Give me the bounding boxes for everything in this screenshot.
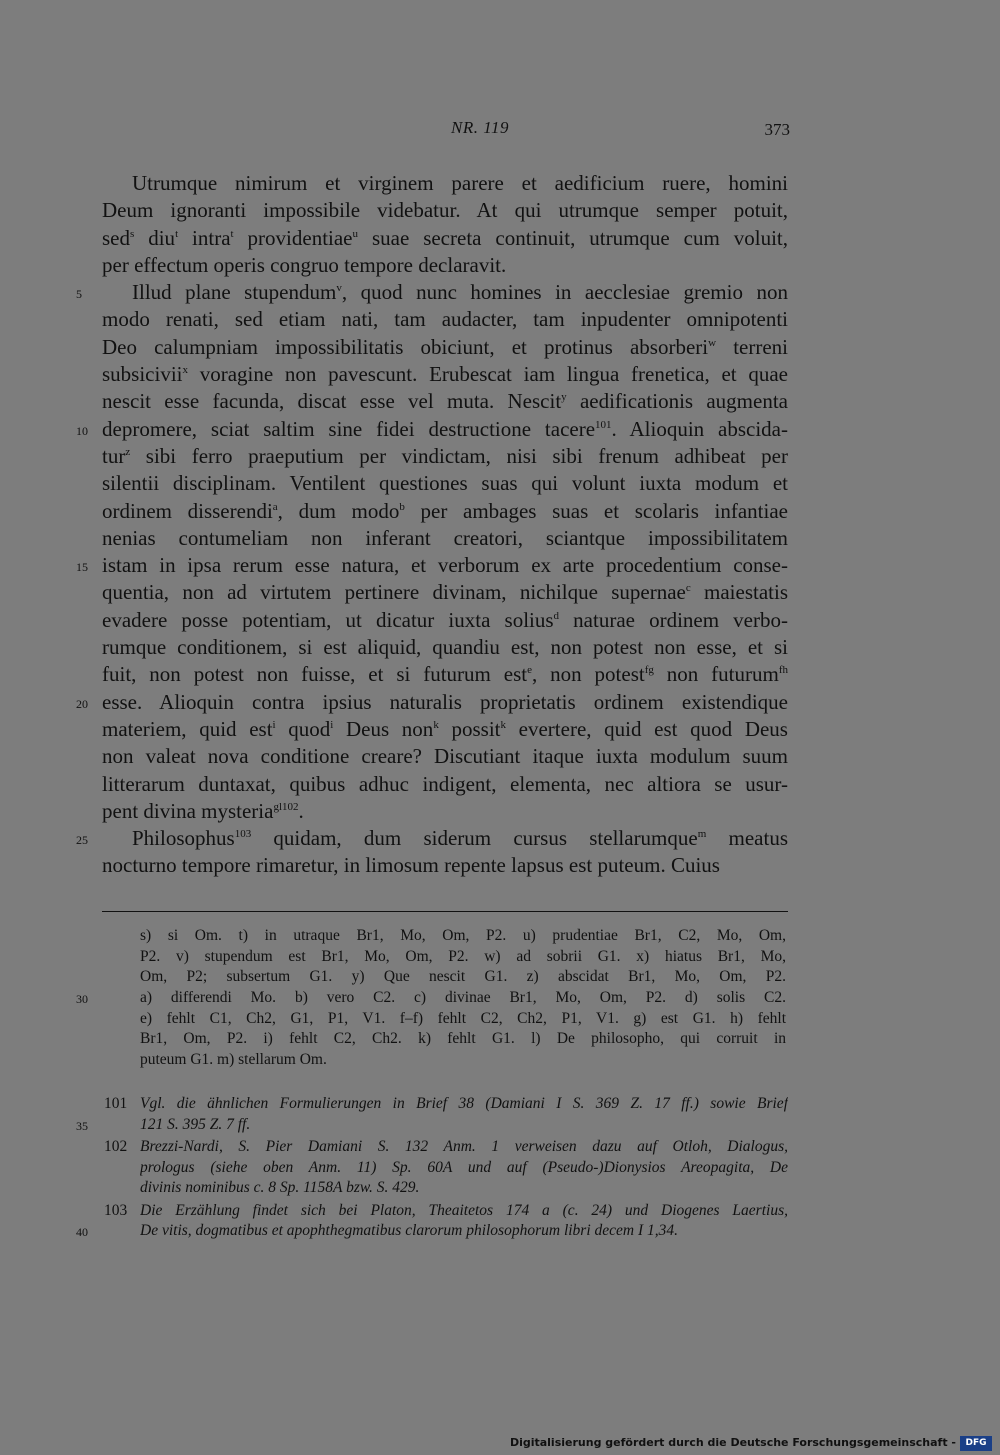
- body-text-run: Illud plane stupendum: [132, 280, 337, 305]
- body-line: [102, 771, 788, 798]
- body-line: [102, 798, 788, 825]
- body-line: [102, 525, 788, 552]
- body-text-run: , dum modo: [277, 498, 400, 523]
- body-line: [102, 716, 788, 743]
- body-line: [102, 607, 788, 634]
- body-text-run: pent divina mysteria: [102, 798, 274, 823]
- note-line: Vgl. die ähnlichen Formulierungen in Brief 38 (Damiani I S. 369 Z. 17 ff.) sowie Brief: [140, 1095, 788, 1112]
- commentary-notes: [104, 1094, 788, 1244]
- footnote-marker: v: [336, 282, 342, 295]
- body-text-run: materiem, quid est: [102, 716, 273, 741]
- critical-apparatus: [140, 926, 786, 1071]
- body-line: [102, 225, 788, 252]
- body-text-run: Deum ignoranti impossibile videbatur. At qui utrumque semper potuit,: [102, 198, 788, 223]
- body-text-run: voragine non pavescunt. Erubescat iam lingua frenetica, et quae: [188, 362, 788, 387]
- body-line: [102, 334, 788, 361]
- note-line: Die Erzählung findet sich bei Platon, Theaitetos 174 a (c. 24) und Diogenes Laertius,: [140, 1201, 788, 1219]
- body-text-run: , quod nunc homines in aecclesiae gremio non: [341, 280, 788, 305]
- footnote-marker: k: [433, 718, 439, 731]
- body-text-run: Deus non: [333, 716, 434, 741]
- line-number: 5: [76, 287, 82, 302]
- footnote-marker: c: [685, 582, 691, 595]
- body-text-run: modo renati, sed etiam nati, tam audacter, tam inpudenter omnipotenti: [102, 307, 788, 332]
- note-line: prologus (siehe oben Anm. 11) Sp. 60A und auf (Pseudo-)Dionysios Areopagita, De: [140, 1158, 788, 1176]
- apparatus-line: P2. v) stupendum est Br1, Mo, Om, P2. w) ad sobrii G1. x) hiatus Br1, Mo,: [140, 947, 786, 965]
- apparatus-line: e) fehlt C1, Ch2, G1, P1, V1. f–f) fehlt C2, Ch2, P1, V1. g) est G1. h) fehlt: [140, 1009, 786, 1027]
- dfg-logo: DFG: [960, 1436, 992, 1451]
- note-text: [140, 1201, 788, 1242]
- note-line: divinis nominibus c. 8 Sp. 1158A bzw. S. 429.: [140, 1179, 420, 1196]
- footnote-marker: i: [330, 718, 334, 731]
- footnote-marker: z: [125, 445, 131, 458]
- body-text-run: fuit, non potest non fuisse, et si futurum est: [102, 662, 528, 687]
- body-text-run: quentia, non ad virtutem pertinere divinam, nichilque supernae: [102, 580, 686, 605]
- body-text-run: istam in ipsa rerum esse natura, et verborum ex arte procedentium conse-: [102, 553, 788, 578]
- footnote-marker: a: [272, 500, 278, 513]
- body-line: [102, 852, 788, 879]
- body-line: [102, 306, 788, 333]
- body-text-run: suae secreta continuit, utrumque cum voluit,: [358, 225, 788, 250]
- footnote-rule-right: [392, 911, 788, 912]
- note-number: 102: [104, 1138, 128, 1155]
- footnote-marker: y: [561, 391, 567, 404]
- body-text-run: sibi ferro praeputium per vindictam, nisi sibi frenum adhibeat per: [130, 443, 788, 468]
- footnote-marker: fh: [778, 664, 788, 677]
- note-number: 101: [104, 1095, 128, 1112]
- footnote-marker: 103: [234, 828, 252, 841]
- apparatus-line: s) si Om. t) in utraque Br1, Mo, Om, P2. u) prudentiae Br1, C2, Mo, Om,: [140, 927, 786, 944]
- body-line: [102, 634, 788, 661]
- note-line: Brezzi-Nardi, S. Pier Damiani S. 132 Anm. 1 verweisen dazu auf Otloh, Dialogus,: [140, 1138, 788, 1155]
- page-number: 373: [764, 120, 790, 139]
- body-text-run: maiestatis: [690, 580, 788, 605]
- footnote-marker: d: [553, 609, 560, 622]
- body-text-run: evertere, quid est quod Deus: [506, 716, 788, 741]
- body-text-run: possit: [438, 716, 501, 741]
- body-line: [102, 170, 788, 197]
- commentary-note: [104, 1094, 788, 1135]
- body-line: [102, 388, 788, 415]
- body-text-run: nescit esse facunda, discat esse vel muta. Nescit: [102, 389, 562, 414]
- body-line: [102, 552, 788, 579]
- body-text-run: Philosophus: [132, 826, 235, 851]
- body-text-run: subsicivii: [102, 362, 183, 387]
- body-line: [102, 361, 788, 388]
- body-text-run: evadere posse potentiam, ut dicatur iuxta solius: [102, 607, 554, 632]
- body-line: [102, 825, 788, 852]
- body-line: [102, 470, 788, 497]
- body-text-run: providentiae: [233, 225, 353, 250]
- apparatus-line: a) differendi Mo. b) vero C2. c) divinae Br1, Mo, Om, P2. d) solis C2.: [140, 989, 786, 1007]
- body-text-run: non valeat nova conditione creare? Discutiant itaque iuxta modulum suum: [102, 744, 788, 769]
- body-text: [102, 170, 788, 880]
- body-text-run: . Alioquin abscida-: [611, 416, 788, 441]
- page-header-title: NR. 119: [451, 118, 509, 137]
- commentary-note: [104, 1201, 788, 1242]
- line-number: 10: [76, 423, 88, 438]
- body-line: [102, 498, 788, 525]
- note-line: 121 S. 395 Z. 7 ff.: [140, 1115, 251, 1133]
- footnote-marker: 101: [595, 418, 612, 431]
- footnote-marker: x: [182, 364, 189, 377]
- line-number: 40: [76, 1225, 88, 1239]
- body-text-run: per effectum operis congruo tempore declaravit.: [102, 252, 507, 277]
- body-text-run: silentii disciplinam. Ventilent questiones suas qui volunt iuxta modum et: [102, 471, 788, 496]
- line-number: 30: [76, 992, 88, 1007]
- body-text-run: , non potest: [532, 662, 645, 687]
- footnote-marker: gl102: [273, 800, 299, 813]
- body-line: [102, 197, 788, 224]
- body-line: [102, 443, 788, 470]
- body-line: [102, 689, 788, 716]
- note-line: De vitis, dogmatibus et apophthegmatibus clarorum philosophorum libri decem I 1,34.: [140, 1222, 679, 1239]
- body-line: [102, 416, 788, 443]
- body-text-run: nenias contumeliam non inferant creatori, sciantque impossibilitatem: [102, 525, 788, 550]
- footnote-marker: k: [500, 718, 506, 731]
- footnote-marker: t: [230, 227, 234, 240]
- note-number: 103: [104, 1201, 128, 1219]
- body-text-run: intra: [178, 225, 231, 250]
- footnote-marker: t: [175, 227, 179, 240]
- body-text-run: meatus: [706, 826, 788, 851]
- body-text-run: non futurum: [653, 662, 779, 687]
- footnote-marker: e: [527, 664, 532, 677]
- body-line: [102, 661, 788, 688]
- footnote-marker: s: [130, 227, 135, 240]
- body-text-run: litterarum duntaxat, quibus adhuc indigent, elementa, nec altiora se usur-: [102, 771, 788, 796]
- footnote-marker: fg: [644, 664, 654, 677]
- line-number: 35: [76, 1118, 88, 1133]
- body-text-run: quidam, dum siderum cursus stellarumque: [251, 826, 698, 851]
- body-text-run: sed: [102, 225, 130, 250]
- body-text-run: naturae ordinem verbo-: [559, 607, 788, 632]
- body-text-run: per ambages suas et scolaris infantiae: [404, 498, 788, 523]
- line-number: 20: [76, 696, 88, 711]
- footnote-rule: [102, 911, 392, 912]
- body-text-run: depromere, sciat saltim sine fidei destructione tacere: [102, 416, 596, 441]
- body-line: [102, 743, 788, 770]
- apparatus-line: Br1, Om, P2. i) fehlt C2, Ch2. k) fehlt G1. l) De philosopho, qui corruit in: [140, 1030, 786, 1048]
- body-text-run: ordinem disserendi: [102, 498, 273, 523]
- digitization-credit: Digitalisierung gefördert durch die Deutsche Forschungsgemeinschaft -: [509, 1436, 956, 1449]
- footnote-marker: b: [399, 500, 405, 513]
- line-number: 15: [76, 560, 88, 575]
- footnote-marker: m: [697, 828, 707, 841]
- commentary-note: [104, 1137, 788, 1199]
- footnote-marker: i: [272, 718, 276, 731]
- note-text: [140, 1094, 788, 1135]
- body-text-run: .: [298, 798, 304, 823]
- body-text-run: tur: [102, 443, 126, 468]
- body-text-run: nocturno tempore rimaretur, in limosum repente lapsus est puteum. Cuius: [102, 853, 720, 878]
- body-line: [102, 579, 788, 606]
- note-text: [140, 1137, 788, 1199]
- body-text-run: rumque conditionem, si est aliquid, quandiu est, non potest non esse, et si: [102, 635, 788, 660]
- body-text-run: aedificationis augmenta: [566, 389, 788, 414]
- body-text-run: Utrumque nimirum et virginem parere et aedificium ruere, homini: [132, 171, 788, 195]
- body-text-run: esse. Alioquin contra ipsius naturalis proprietatis ordinem existendique: [102, 689, 788, 714]
- body-text-run: terreni: [716, 334, 788, 359]
- apparatus-line: puteum G1. m) stellarum Om.: [140, 1051, 327, 1069]
- body-text-run: diu: [134, 225, 176, 250]
- apparatus-line: Om, P2; subsertum G1. y) Que nescit G1. z) abscidat Br1, Mo, Om, P2.: [140, 968, 786, 986]
- body-text-run: Deo calumpniam impossibilitatis obiciunt, et protinus absorberi: [102, 334, 709, 359]
- body-text-run: quod: [275, 716, 331, 741]
- body-line: [102, 252, 788, 279]
- body-line: [102, 279, 788, 306]
- footnote-marker: w: [708, 336, 717, 349]
- line-number: 25: [76, 833, 88, 848]
- footnote-marker: u: [352, 227, 359, 240]
